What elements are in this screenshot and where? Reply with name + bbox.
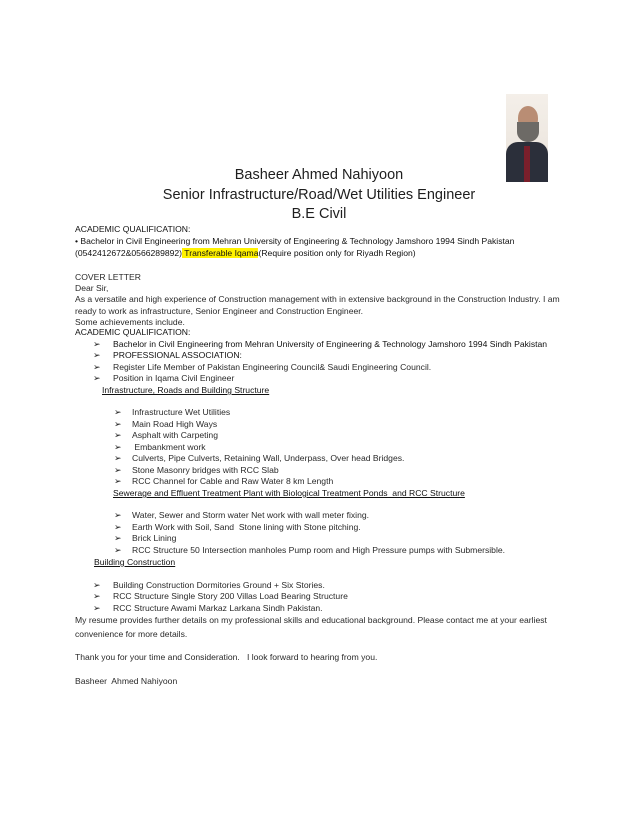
list-item: Water, Sewer and Storm water Net work with wall meter fixing. bbox=[132, 510, 370, 520]
bullet-arrow-icon: ➢ bbox=[114, 510, 122, 520]
bullet-arrow-icon: ➢ bbox=[114, 476, 122, 486]
bullet-arrow-icon: ➢ bbox=[114, 419, 122, 429]
list-item: Building Construction Dormitories Ground + Six Stories. bbox=[113, 580, 325, 590]
bullet-arrow-icon: ➢ bbox=[114, 545, 122, 555]
list-item: Brick Lining bbox=[132, 533, 177, 543]
list-item: Position in Iqama Civil Engineer bbox=[113, 373, 235, 383]
sewerage-heading: Sewerage and Effluent Treatment Plant with Biological Treatment Ponds and RCC Structure bbox=[113, 488, 465, 498]
list-item: Asphalt with Carpeting bbox=[132, 430, 218, 440]
bullet-arrow-icon: ➢ bbox=[93, 362, 101, 372]
intro-line-1: As a versatile and high experience of Construction management with in extensive background in the Construction Industry. I am bbox=[75, 294, 560, 304]
bullet-arrow-icon: ➢ bbox=[114, 465, 122, 475]
achievements-line: Some achievements include. bbox=[75, 317, 185, 327]
thanks-line: Thank you for your time and Consideration. I look forward to hearing from you. bbox=[75, 652, 378, 662]
bullet-arrow-icon: ➢ bbox=[93, 350, 101, 360]
academic-heading-2: ACADEMIC QUALIFICATION: bbox=[75, 327, 191, 337]
bullet-arrow-icon: ➢ bbox=[114, 522, 122, 532]
list-item: Bachelor in Civil Engineering from Mehran University of Engineering & Technology Jamshoro 1994 Sindh Pakistan bbox=[113, 339, 548, 349]
list-item: Register Life Member of Pakistan Engineering Council& Saudi Engineering Council. bbox=[113, 362, 432, 372]
bullet-arrow-icon: ➢ bbox=[93, 603, 101, 613]
building-heading: Building Construction bbox=[94, 557, 176, 567]
bullet-arrow-icon: ➢ bbox=[93, 591, 101, 601]
photo-beard bbox=[517, 122, 539, 142]
academic-degree-line: • Bachelor in Civil Engineering from Mehran University of Engineering & Technology Jamshoro 1994 Sindh Pakistan bbox=[75, 236, 515, 246]
intro-line-2: ready to work as infrastructure, Senior Engineer and Construction Engineer. bbox=[75, 306, 364, 316]
academic-heading: ACADEMIC QUALIFICATION: bbox=[75, 224, 191, 234]
list-item: Embankment work bbox=[132, 442, 206, 452]
salutation: Dear Sir, bbox=[75, 283, 109, 293]
list-item: Infrastructure Wet Utilities bbox=[132, 407, 231, 417]
list-item: Earth Work with Soil, Sand Stone lining with Stone pitching. bbox=[132, 522, 361, 532]
cover-letter-heading: COVER LETTER bbox=[75, 272, 141, 282]
signature: Basheer Ahmed Nahiyoon bbox=[75, 676, 178, 686]
list-item: PROFESSIONAL ASSOCIATION: bbox=[113, 350, 242, 360]
bullet-arrow-icon: ➢ bbox=[93, 373, 101, 383]
bullet-arrow-icon: ➢ bbox=[114, 453, 122, 463]
list-item: RCC Structure Single Story 200 Villas Load Bearing Structure bbox=[113, 591, 348, 601]
list-item: RCC Channel for Cable and Raw Water 8 km Length bbox=[132, 476, 334, 486]
resume-line-1: My resume provides further details on my professional skills and educational background. Please contact me at your earliest bbox=[75, 615, 547, 625]
list-item: RCC Structure Awami Markaz Larkana Sindh Pakistan. bbox=[113, 603, 323, 613]
candidate-name: Basheer Ahmed Nahiyoon bbox=[234, 167, 404, 183]
contact-line bbox=[75, 248, 416, 259]
bullet-arrow-icon: ➢ bbox=[93, 580, 101, 590]
bullet-arrow-icon: ➢ bbox=[93, 339, 101, 349]
list-item: Culverts, Pipe Culverts, Retaining Wall, Underpass, Over head Bridges. bbox=[132, 453, 405, 463]
resume-line-2: convenience for more details. bbox=[75, 629, 188, 639]
infra-heading: Infrastructure, Roads and Building Structure bbox=[102, 385, 270, 395]
candidate-title: Senior Infrastructure/Road/Wet Utilities Engineer bbox=[162, 187, 476, 203]
list-item: Main Road High Ways bbox=[132, 419, 218, 429]
contact-note: (Require position only for Riyadh Region) bbox=[258, 248, 416, 258]
bullet-arrow-icon: ➢ bbox=[114, 407, 122, 417]
contact-phones: (0542412672&0566289892) bbox=[75, 248, 183, 258]
bullet-arrow-icon: ➢ bbox=[114, 430, 122, 440]
bullet-arrow-icon: ➢ bbox=[114, 533, 122, 543]
transferable-iqama-highlight: Transferable Iqama bbox=[182, 248, 259, 258]
list-item: Stone Masonry bridges with RCC Slab bbox=[132, 465, 279, 475]
bullet-arrow-icon: ➢ bbox=[114, 442, 122, 452]
candidate-degree: B.E Civil bbox=[291, 206, 347, 222]
list-item: RCC Structure 50 Intersection manholes Pump room and High Pressure pumps with Submersible. bbox=[132, 545, 506, 555]
